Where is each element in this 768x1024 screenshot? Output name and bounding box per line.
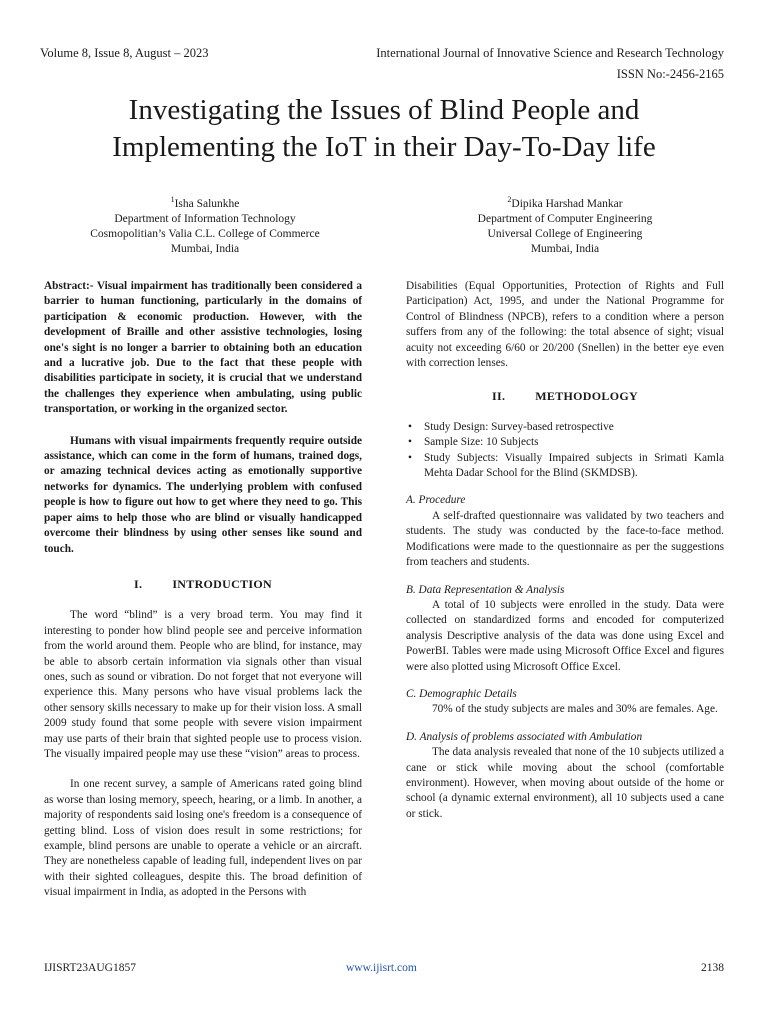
author-2-college: Universal College of Engineering bbox=[487, 227, 643, 240]
volume-info: Volume 8, Issue 8, August – 2023 bbox=[40, 46, 209, 60]
title-line-2: Implementing the IoT in their Day-To-Day life bbox=[112, 131, 656, 163]
ambulation-heading: D. Analysis of problems associated with Ambulation bbox=[406, 730, 643, 743]
procedure-text: A self-drafted questionnaire was validated by two teachers and students. The study was conducted by the face-to-face method. Modifications were made to the questionnaire as per the suggestions from teachers and students. bbox=[406, 509, 724, 569]
study-bullet-list bbox=[406, 420, 724, 482]
title-line-1: Investigating the Issues of Blind People and bbox=[128, 94, 640, 126]
journal-name: International Journal of Innovative Science and Research Technology bbox=[376, 46, 724, 60]
introduction-heading bbox=[44, 577, 362, 592]
page-number: 2138 bbox=[701, 962, 724, 974]
demographic-heading: C. Demographic Details bbox=[406, 687, 517, 700]
methodology-heading bbox=[406, 389, 724, 404]
introduction-paragraph-2: In one recent survey, a sample of Americans rated going blind as worse than losing memory, speech, hearing, or a limb. In another, a majority of respondents said losing one's freedom is a consequence of getting blind. Loss of vision does result in some restrictions; for example, blind persons are unable to operate a vehicle or an aircraft. They are nonetheless capable of leading full, independent lives on par with their sighted colleagues, despite this. The broad definition of visual impairment in India, as adopted in the Persons with bbox=[44, 778, 362, 899]
author-2-name: Dipika Harshad Mankar bbox=[511, 197, 623, 210]
author-1-name: Isha Salunkhe bbox=[174, 197, 240, 210]
bullet-study-subjects: • Study Subjects: Visually Impaired subjects in Srimati Kamla Mehta Dadar School for the Blind (SKMDSB). bbox=[420, 451, 724, 482]
website-link[interactable]: www.ijisrt.com bbox=[346, 962, 417, 974]
author-1-dept: Department of Information Technology bbox=[114, 212, 296, 225]
abstract-paragraph-1: Abstract:- Visual impairment has traditionally been considered a barrier to human functioning, particularly in the domains of participation & economic production. However, with the development of Braille and other assistive technologies, losing one's sight is no longer a barrier to obtaining both an education and a lucrative job. Due to the fact that these people with disabilities participate in society, it is crucial that we understand the challenges they experience when ambulating, using public transportation, or working in the organized sector. bbox=[44, 280, 362, 416]
author-block-2 bbox=[400, 192, 730, 257]
author-2-dept: Department of Computer Engineering bbox=[477, 212, 653, 225]
author-1-sup: 1 bbox=[170, 195, 175, 204]
ambulation-text: The data analysis revealed that none of the 10 subjects utilized a cane or stick while moving about the school (comfortable environment). However, when moving about outside of the home or school (a dynamic external environment), all 10 subjects used a cane or stick. bbox=[406, 746, 724, 820]
introduction-paragraph-1: The word “blind” is a very broad term. You may find it interesting to ponder how blind people see and perceive information from the world around them. People who are blind, for instance, may be able to absorb certain information via signals other than visual ones, such as sound or vibration. Do not forget that not everyone will experience this. Many persons who have visual problems lack the other sensory skills necessary to make up for their vision loss. A small 2009 study found that some people with severe vision impairment may use parts of their brain that sighted people use to process vision. The visually impaired people may use these “vision” areas to process. bbox=[44, 609, 362, 760]
issn: ISSN No:-2456-2165 bbox=[616, 67, 724, 81]
introduction-title: INTRODUCTION bbox=[172, 576, 272, 591]
demographic-text: 70% of the study subjects are males and 30% are females. Age. bbox=[432, 703, 718, 716]
abstract-paragraph-2: Humans with visual impairments frequently require outside assistance, which can come in the form of humans, trained dogs, or amazing technical devices acting as emotionally supportive networks for dynamics. The underlying problem with confused people is how to figure out how to get where they need to go. This paper aims to help those who are blind or visually handicapped overcome their blindness by using other senses like sound and touch. bbox=[44, 434, 362, 555]
data-analysis-heading: B. Data Representation & Analysis bbox=[406, 583, 565, 596]
procedure-heading: A. Procedure bbox=[406, 494, 466, 507]
methodology-number: II. bbox=[492, 389, 506, 404]
right-column bbox=[406, 279, 724, 822]
author-2-city: Mumbai, India bbox=[530, 242, 600, 255]
author-block-1 bbox=[40, 192, 370, 257]
left-column bbox=[44, 279, 362, 901]
introduction-number: I. bbox=[134, 576, 143, 591]
author-2-sup: 2 bbox=[507, 195, 512, 204]
bullet-study-design: • Study Design: Survey-based retrospective bbox=[420, 420, 724, 435]
methodology-title: METHODOLOGY bbox=[535, 389, 638, 404]
paper-title bbox=[40, 92, 728, 166]
bullet-sample-size: • Sample Size: 10 Subjects bbox=[420, 435, 724, 450]
disability-definition-paragraph: Disabilities (Equal Opportunities, Protection of Rights and Full Participation) Act, 1995, and under the National Programme for Control of Blindness (NPCB), refers to a condition where a person suffers from any of the following: the total absence of sight; visual acuity not exceeding 6/60 or 20/200 (Snellen) in the better eye even with correction lenses. bbox=[406, 280, 724, 370]
paper-code: IJISRT23AUG1857 bbox=[44, 962, 136, 974]
data-analysis-text: A total of 10 subjects were enrolled in the study. Data were collected on standardized forms and encoded for computerized analysis Descriptive analysis of the data was done using Excel and PowerBI. Tables were made using Microsoft Office Excel and figures were also plotted using Microsoft Office Excel. bbox=[406, 598, 724, 673]
author-1-city: Mumbai, India bbox=[170, 242, 240, 255]
author-1-college: Cosmopolitian’s Valia C.L. College of Commerce bbox=[90, 227, 320, 240]
